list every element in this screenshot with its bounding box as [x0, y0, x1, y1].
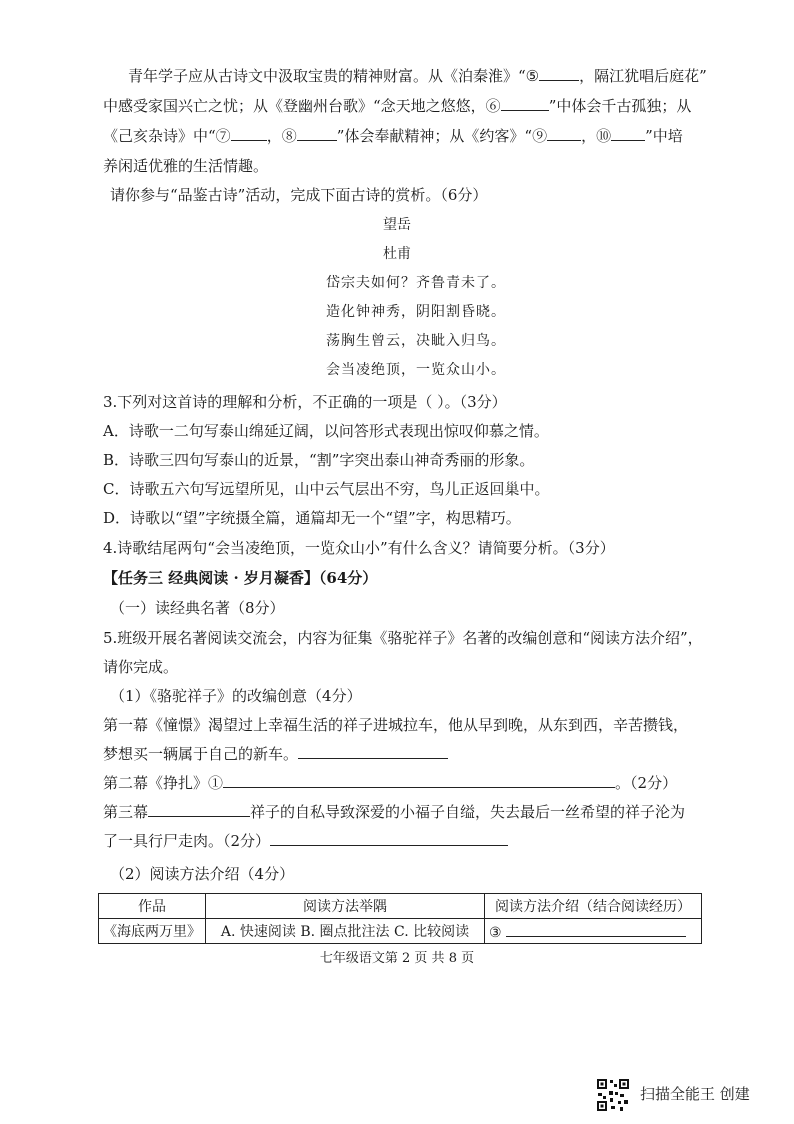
- cell-intro[interactable]: [485, 919, 702, 944]
- header-intro: 阅读方法介绍（结合阅读经历）: [485, 894, 702, 919]
- text: 第二幕《挣扎》: [103, 774, 209, 792]
- answer-blank-act3b[interactable]: [270, 831, 508, 846]
- answer-blank-10[interactable]: [611, 126, 645, 141]
- text: 《己亥杂诗》中“: [103, 127, 216, 145]
- q3-option-a: A．诗歌一二句写泰山绵延辽阔，以问答形式表现出惊叹仰慕之情。: [103, 422, 549, 440]
- qr-code-icon: [596, 1078, 630, 1112]
- poem-line-3: 荡胸生曾云，决眦入归鸟。: [326, 333, 506, 349]
- header-work: 作品: [99, 894, 206, 919]
- blank-number-10: ⑩: [596, 127, 612, 145]
- answer-blank-8[interactable]: [297, 126, 337, 141]
- reading-method-table: [98, 893, 702, 944]
- blank-number-8: ⑧: [281, 127, 297, 145]
- q3-stem: 3.下列对这首诗的理解和分析，不正确的一项是（ ）。（3分）: [103, 393, 507, 411]
- task3-heading: 【任务三 经典阅读 · 岁月凝香】（64分）: [103, 569, 378, 587]
- q3-option-c: C．诗歌五六句写远望所见，山中云气层出不穷，鸟儿正返回巢中。: [103, 480, 550, 498]
- text: ，隔江犹唱后庭花”: [579, 67, 707, 85]
- act2-line: [103, 773, 677, 793]
- answer-blank-5[interactable]: [539, 66, 579, 81]
- q5-sub1: （1）《骆驼祥子》的改编创意（4分）: [110, 687, 362, 705]
- text: 祥子的自私导致深爱的小福子自缢，失去最后一丝希望的祥子沦为: [250, 803, 686, 821]
- text: ，: [266, 127, 282, 145]
- text: ”中体会千古孤独；从: [548, 97, 692, 115]
- para1-line4: 养闲适优雅的生活情趣。: [103, 157, 269, 175]
- q3-option-d: D．诗歌以“望”字统摄全篇，通篇却无一个“望”字，构思精巧。: [103, 509, 521, 527]
- q4-stem: 4.诗歌结尾两句“会当凌绝顶，一览众山小”有什么含义？请简要分析。（3分）: [103, 539, 615, 557]
- answer-blank-9[interactable]: [547, 126, 581, 141]
- table-header-row: [99, 894, 702, 919]
- act1-line2: [103, 744, 448, 764]
- cell-work: 《海底两万里》: [99, 919, 206, 944]
- text: 第三幕: [103, 803, 149, 821]
- poem-line-1: 岱宗夫如何？齐鲁青未了。: [326, 275, 506, 291]
- blank-number-9: ⑨: [532, 127, 548, 145]
- poem-line-2: 造化钟神秀，阴阳割昏晓。: [326, 304, 506, 320]
- blank-number-3: ③: [489, 924, 502, 941]
- para1-line2: [103, 96, 691, 116]
- table-row: [99, 919, 702, 944]
- blank-number-7: ⑦: [215, 127, 231, 145]
- page-footer: 七年级语文第 2 页 共 8 页: [319, 951, 475, 966]
- answer-blank-act3[interactable]: [148, 802, 250, 817]
- text: 了一具行尸走肉。（2分）: [103, 832, 271, 850]
- section1-heading: （一）读经典名著（8分）: [110, 599, 285, 617]
- cell-methods: A. 快速阅读 B. 圈点批注法 C. 比较阅读: [206, 919, 485, 944]
- text: 中感受家国兴亡之忧；从《登幽州台歌》“念天地之悠悠，: [103, 97, 486, 115]
- q5-sub2: （2）阅读方法介绍（4分）: [110, 865, 295, 883]
- answer-blank-6[interactable]: [501, 96, 549, 111]
- poem-line-4: 会当凌绝顶，一览众山小。: [326, 362, 506, 378]
- header-methods: 阅读方法举隅: [206, 894, 485, 919]
- answer-blank-act2[interactable]: [223, 773, 615, 788]
- blank-number-5: ⑤: [525, 67, 540, 85]
- text: ”体会奉献精神；从《约客》“: [336, 127, 533, 145]
- q3-option-b: B．诗歌三四句写泰山的近景，“割”字突出泰山神奇秀丽的形象。: [103, 451, 535, 469]
- act1-line1: 第一幕《憧憬》渴望过上幸福生活的祥子进城拉车，他从早到晚，从东到西，辛苦攒钱，: [103, 716, 689, 734]
- act3-line2: [103, 831, 508, 851]
- q5-line2: 请你完成。: [103, 658, 179, 676]
- poem-author: 杜甫: [383, 246, 411, 262]
- para1-line1: [128, 66, 707, 86]
- text: 青年学子应从古诗文中汲取宝贵的精神财富。从《泊秦淮》“: [128, 67, 526, 85]
- answer-blank-7[interactable]: [231, 126, 267, 141]
- blank-number-1: ①: [208, 774, 224, 792]
- answer-blank-act1[interactable]: [298, 744, 448, 759]
- scanner-brand: 扫描全能王 创建: [640, 1085, 750, 1103]
- text: ，: [581, 127, 597, 145]
- para1-line3: [103, 126, 683, 146]
- answer-blank-3[interactable]: [506, 922, 686, 937]
- act3-line1: [103, 802, 685, 822]
- blank-number-6: ⑥: [485, 97, 501, 115]
- text: ”中培: [645, 127, 683, 145]
- q5-line1: 5.班级开展名著阅读交流会，内容为征集《骆驼祥子》名著的改编创意和“阅读方法介绍”，: [103, 629, 703, 647]
- text: 梦想买一辆属于自己的新车。: [103, 745, 299, 763]
- activity-intro: 请你参与“品鉴古诗”活动，完成下面古诗的赏析。（6分）: [110, 186, 488, 204]
- poem-title: 望岳: [383, 217, 411, 233]
- text: 。（2分）: [615, 774, 678, 792]
